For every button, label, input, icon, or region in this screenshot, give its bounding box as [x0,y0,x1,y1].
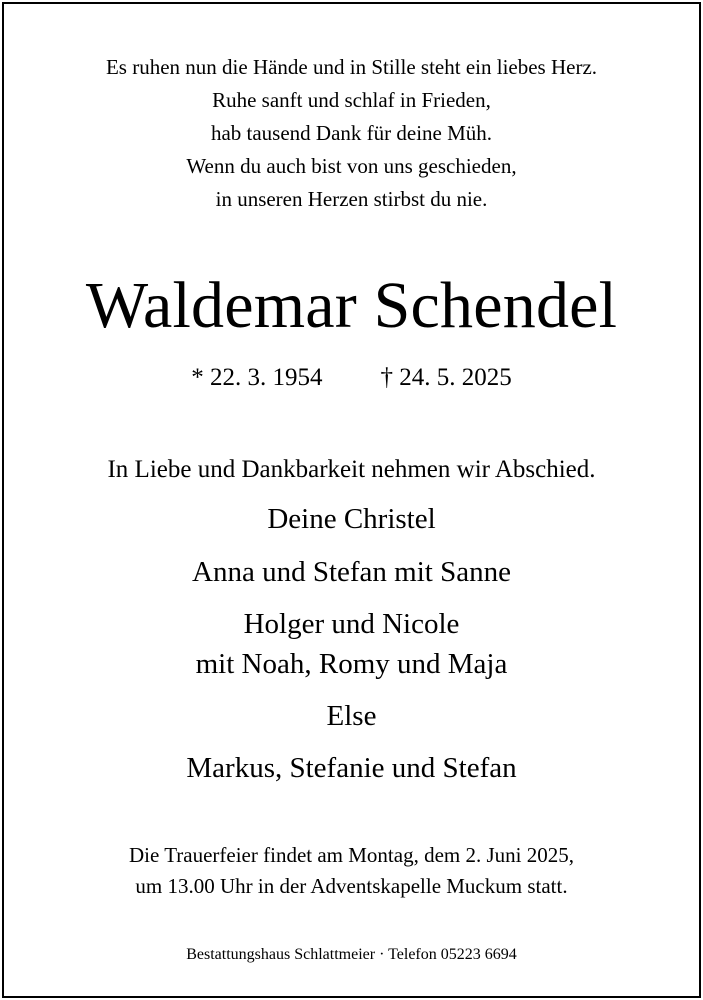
farewell-text: In Liebe und Dankbarkeit nehmen wir Abschied. [107,456,596,483]
poem-line-1: Es ruhen nun die Hände und in Stille steht ein liebes Herz. [105,55,598,79]
deceased-name: Waldemar Schendel [85,269,618,342]
poem-line-3: hab tausend Dank für deine Müh. [210,121,493,145]
birth-date: * 22. 3. 1954 [191,364,323,391]
poem-line-2: Ruhe sanft und schlaf in Frieden, [212,88,491,112]
life-dates [0,365,703,390]
mourner-line-1: Deine Christel [267,503,436,535]
mourner-line-5: Else [326,700,377,732]
poem-line-5: in unseren Herzen stirbst du nie. [215,187,488,211]
service-line-2: um 13.00 Uhr in der Adventskapelle Muckum statt. [135,874,568,898]
mourner-line-4: mit Noah, Romy und Maja [195,648,508,680]
poem-line-4: Wenn du auch bist von uns geschieden, [186,154,517,178]
service-line-1: Die Trauerfeier findet am Montag, dem 2. Juni 2025, [129,843,574,867]
funeral-home-footer: Bestattungshaus Schlattmeier · Telefon 05223 6694 [186,946,517,963]
mourner-line-2: Anna und Stefan mit Sanne [192,556,511,588]
death-date: † 24. 5. 2025 [380,364,512,391]
mourner-line-6: Markus, Stefanie und Stefan [186,752,517,784]
mourner-line-3: Holger und Nicole [243,608,460,640]
